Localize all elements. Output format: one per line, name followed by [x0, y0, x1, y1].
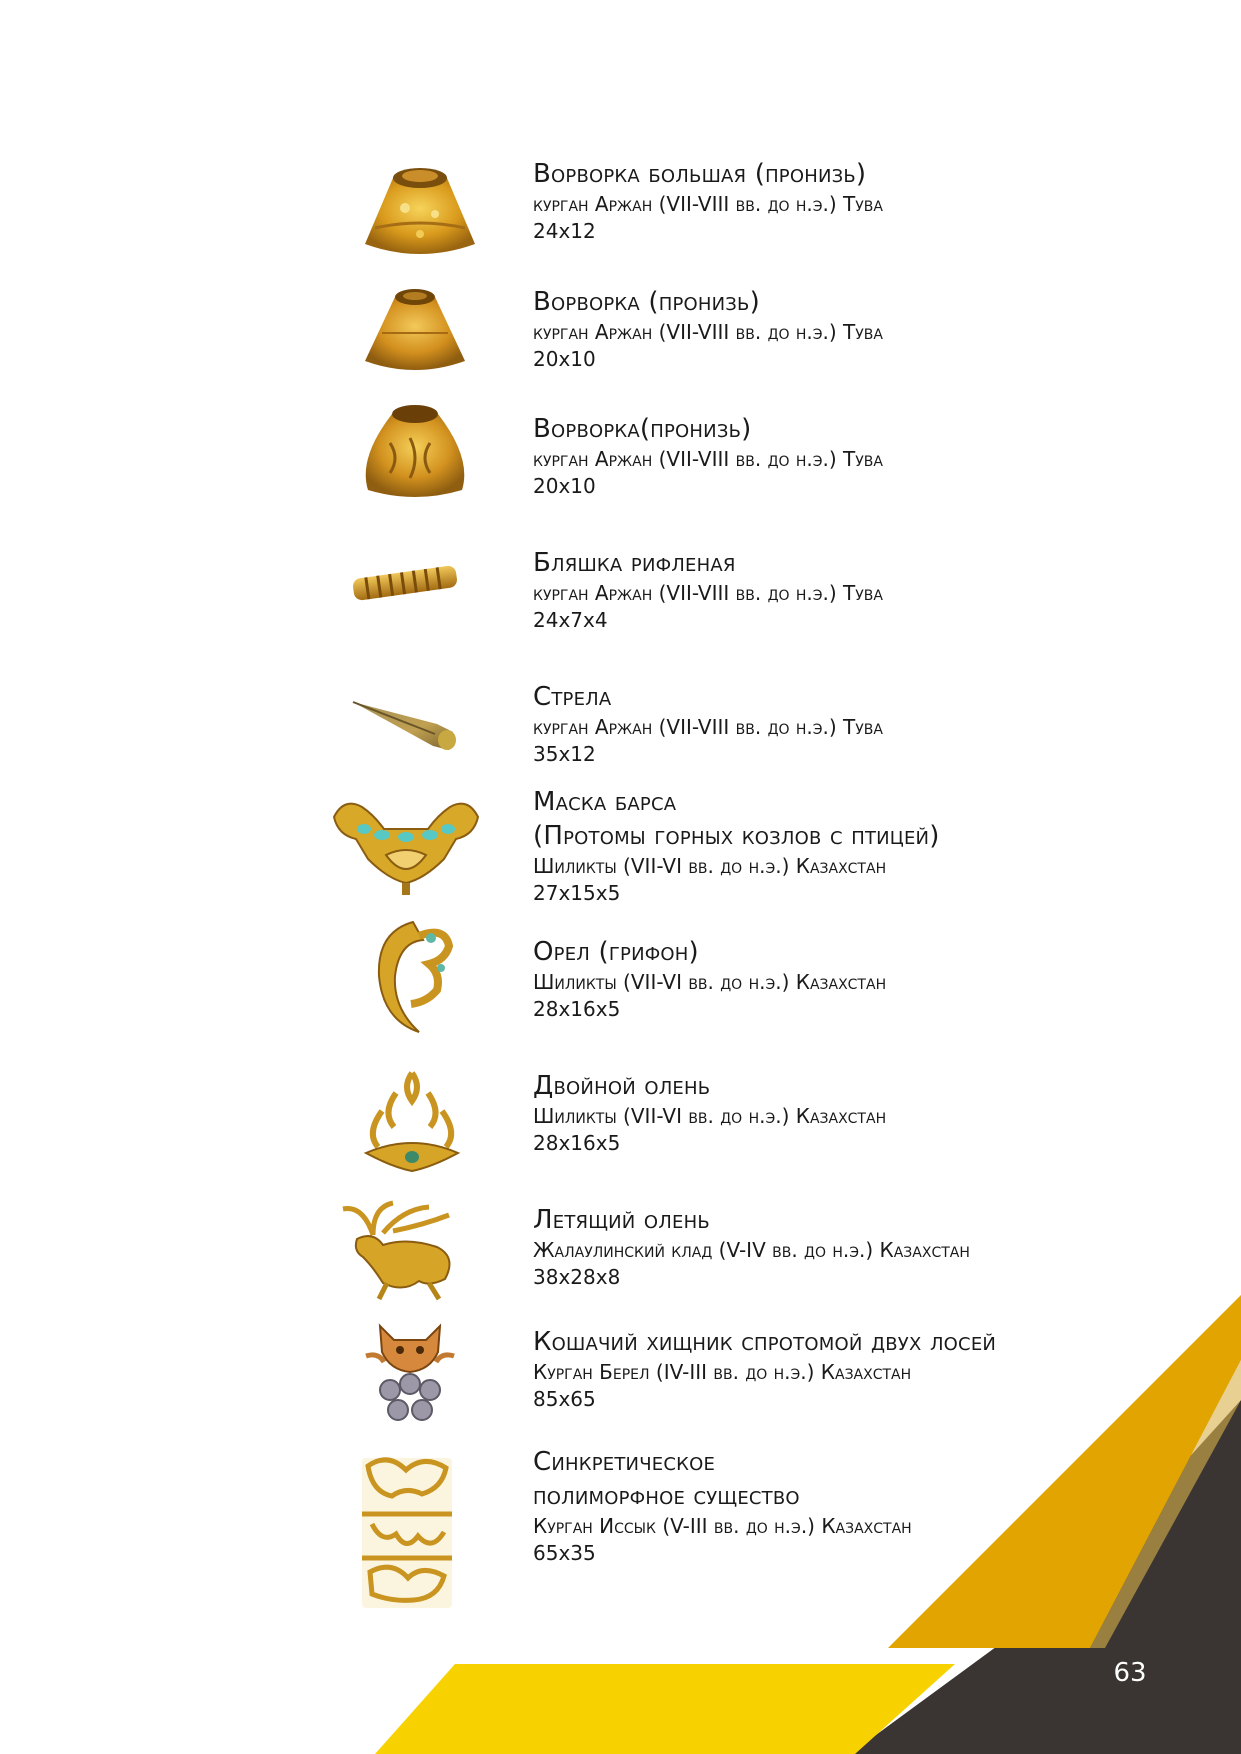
double-deer-image	[352, 1063, 472, 1178]
artifact-size: 24х12	[533, 219, 596, 243]
artifact-title: Ворворка(пронизь)	[533, 414, 752, 444]
artifact-title: Кошачий хищник спротомой двух лосей	[533, 1327, 997, 1357]
artifact-source: курган Аржан (VII-VIII вв. до н.э.) Тува	[533, 447, 883, 471]
artifact-size: 24х7х4	[533, 608, 608, 632]
artifact-title: Бляшка рифленая	[533, 548, 736, 578]
artifact-title: Ворворка (пронизь)	[533, 287, 760, 317]
artifact-size: 28х16х5	[533, 1131, 621, 1155]
artifact-source: Курган Иссык (V-III вв. до н.э.) Казахстан	[533, 1514, 912, 1538]
artifact-source: курган Аржан (VII-VIII вв. до н.э.) Тува	[533, 581, 883, 605]
artifact-size: 20х10	[533, 347, 596, 371]
artifact-title-line2: полиморфное существо	[533, 1481, 800, 1511]
bead-large-image	[345, 148, 495, 288]
yellow-stripe	[375, 1664, 955, 1754]
flying-deer-image	[333, 1195, 478, 1305]
page-number: 63	[1113, 1658, 1147, 1688]
feline-predator-image	[360, 1318, 460, 1433]
artifact-title: Летящий олень	[533, 1205, 710, 1235]
syncretic-creature-image	[352, 1448, 462, 1618]
artifact-title: Орел (грифон)	[533, 937, 699, 967]
artifact-title: Маска барса	[533, 787, 677, 817]
artifact-source: курган Аржан (VII-VIII вв. до н.э.) Тува	[533, 320, 883, 344]
bead-openwork-image	[350, 398, 480, 508]
artifact-source: курган Аржан (VII-VIII вв. до н.э.) Тува	[533, 192, 883, 216]
leopard-mask-image	[324, 795, 488, 900]
artifact-source: Шиликты (VII-VI вв. до н.э.) Казахстан	[533, 854, 887, 878]
artifact-size: 85х65	[533, 1387, 596, 1411]
artifact-title: Двойной олень	[533, 1071, 711, 1101]
eagle-griffin-image	[365, 912, 465, 1037]
artifact-size: 28х16х5	[533, 997, 621, 1021]
artifact-source: Шиликты (VII-VI вв. до н.э.) Казахстан	[533, 1104, 887, 1128]
ribbed-plaque-image	[345, 558, 465, 608]
artifact-title: Стрела	[533, 682, 612, 712]
artifact-title: Синкретическое	[533, 1447, 716, 1477]
artifact-source: Шиликты (VII-VI вв. до н.э.) Казахстан	[533, 970, 887, 994]
artifact-size: 38х28х8	[533, 1265, 621, 1289]
artifact-title-line2: (Протомы горных козлов с птицей)	[533, 821, 940, 851]
artifact-size: 35х12	[533, 742, 596, 766]
artifact-size: 20х10	[533, 474, 596, 498]
arrowhead-image	[345, 688, 465, 763]
artifact-source: курган Аржан (VII-VIII вв. до н.э.) Тува	[533, 715, 883, 739]
artifact-title: Ворворка большая (пронизь)	[533, 159, 867, 189]
bead-image	[350, 283, 480, 383]
artifact-size: 65х35	[533, 1541, 596, 1565]
artifact-source: Жалаулинский клад (V-IV вв. до н.э.) Казахстан	[533, 1238, 970, 1262]
artifact-source: Курган Берел (IV-III вв. до н.э.) Казахстан	[533, 1360, 912, 1384]
artifact-size: 27х15х5	[533, 881, 621, 905]
